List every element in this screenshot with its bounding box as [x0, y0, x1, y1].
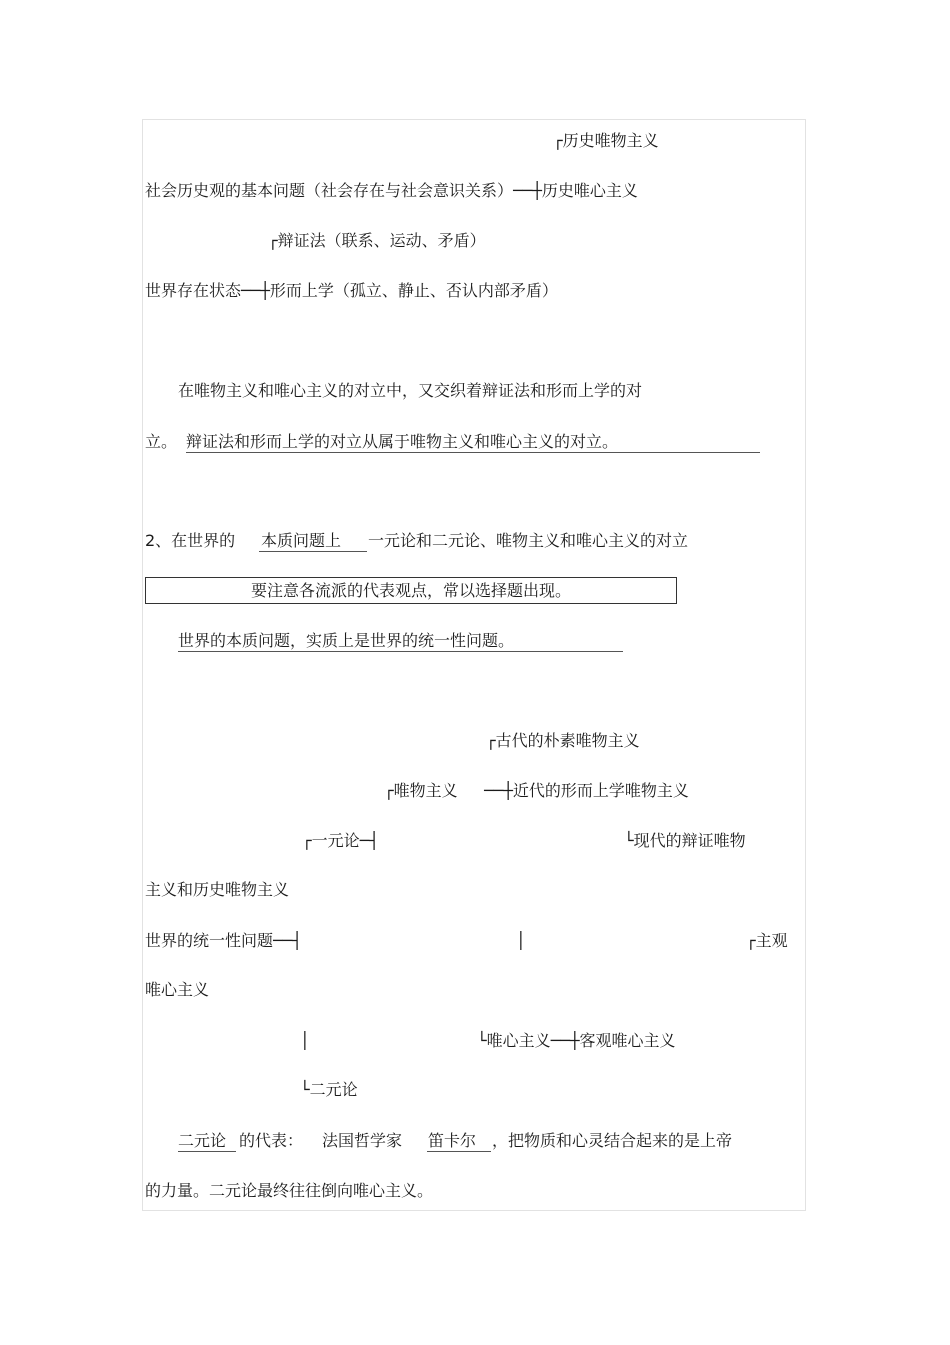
- world-existence-state: 世界存在状态──┼形而上学（孤立、静止、否认内部矛盾）: [145, 281, 558, 300]
- dualism-term: 二元论: [178, 1131, 227, 1150]
- descartes-underline: [427, 1151, 491, 1152]
- keyword-underline: [259, 551, 367, 552]
- tree-idealism-objective: └唯心主义──┼客观唯心主义: [477, 1031, 676, 1050]
- tree-subjective-idealism-cont: 唯心主义: [145, 980, 210, 999]
- section-2-keyword: 本质问题上: [261, 531, 342, 550]
- descartes-view: ，把物质和心灵结合起来的是上帝: [492, 1131, 733, 1150]
- tree-root-world-unity: 世界的统一性问题──┤: [145, 931, 302, 950]
- tree-branch-historical-materialism: ┌历史唯物主义: [553, 131, 659, 150]
- tree-modern-metaphysical-materialism: ──┼近代的形而上学唯物主义: [484, 781, 689, 800]
- tree-contemporary-dialectical-materialism-cont: 主义和历史唯物主义: [145, 880, 290, 899]
- exam-tip-box: 要注意各流派的代表观点，常以选择题出现。: [145, 577, 677, 604]
- paragraph-opposition-line1: 在唯物主义和唯心主义的对立中，又交织着辩证法和形而上学的对: [178, 381, 643, 400]
- section-2-prefix: 2、在世界的: [145, 531, 236, 550]
- tree-contemporary-dialectical-materialism: └现代的辩证唯物: [624, 831, 746, 850]
- tree-branch-dialectics: ┌辩证法（联系、运动、矛盾）: [268, 231, 486, 250]
- unity-note-underline: [178, 651, 623, 652]
- key-sentence-underline: [186, 452, 760, 453]
- representative-label: 的代表：: [239, 1131, 304, 1150]
- unity-question-note: 世界的本质问题，实质上是世界的统一性问题。: [178, 631, 515, 650]
- tree-ancient-materialism: ┌古代的朴素唯物主义: [486, 731, 640, 750]
- tree-dualism: └二元论: [300, 1080, 358, 1099]
- tree-vertical-connector: │: [516, 931, 526, 950]
- french-philosopher-label: 法国哲学家: [322, 1131, 403, 1150]
- dualism-underline: [178, 1151, 236, 1152]
- paragraph-opposition-line2-start: 立。: [145, 432, 178, 451]
- tree-vertical-connector-2: │: [300, 1031, 310, 1050]
- section-2-suffix: 一元论和二元论、唯物主义和唯心主义的对立: [368, 531, 689, 550]
- dualism-conclusion: 的力量。二元论最终往往倒向唯心主义。: [145, 1181, 434, 1200]
- paragraph-opposition-line2-key: 辩证法和形而上学的对立从属于唯物主义和唯心主义的对立。: [186, 432, 619, 451]
- tree-materialism: ┌唯物主义: [384, 781, 458, 800]
- tree-subjective-idealism: ┌主观: [746, 931, 788, 950]
- tree-monism: ┌一元论─┤: [302, 831, 379, 850]
- descartes-name: 笛卡尔: [428, 1131, 477, 1150]
- social-history-basic-question: 社会历史观的基本问题（社会存在与社会意识关系）──┼历史唯心主义: [145, 181, 638, 200]
